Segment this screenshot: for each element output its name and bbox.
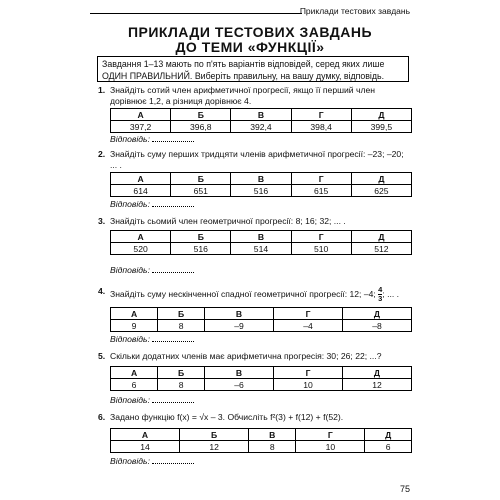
options-table-6: [110, 428, 412, 453]
question-6: [98, 412, 410, 423]
option-letter: А: [111, 308, 158, 320]
answer-blank[interactable]: [152, 341, 194, 342]
option-value: –4: [274, 320, 343, 332]
option-letter: В: [231, 109, 291, 121]
option-value: 10: [274, 379, 343, 391]
option-letter: Г: [291, 173, 351, 185]
option-letter: Г: [296, 429, 365, 441]
question-number: 1.: [98, 85, 106, 95]
option-letter: В: [231, 231, 291, 243]
page-title-line1: ПРИКЛАДИ ТЕСТОВИХ ЗАВДАНЬ: [127, 24, 373, 40]
answer-label: Відповідь:: [110, 134, 150, 144]
answer-label: Відповідь:: [110, 456, 150, 466]
option-letter: Б: [171, 173, 231, 185]
question-text: Задано функцію f(x) = √x – 3. Обчисліть f²(3) + f(12) + f(52).: [110, 412, 344, 422]
instruction-box: Завдання 1–13 мають по п'ять варіантів відповідей, серед яких лише ОДИН ПРАВИЛЬНИЙ. Виберіть правильну, на вашу думку, відповідь.: [97, 56, 409, 82]
option-value: –8: [342, 320, 411, 332]
option-letter: Б: [158, 367, 205, 379]
question-4: [98, 286, 410, 303]
question-1: [98, 85, 410, 107]
answer-label: Відповідь:: [110, 199, 150, 209]
question-text: Знайдіть сотий член арифметичної прогресії, якщо її перший член дорівнює 1,2, а різниця дорівнює 4.: [110, 85, 376, 106]
option-letter: Д: [351, 231, 411, 243]
option-value: 397,2: [111, 121, 171, 133]
running-header: [90, 6, 410, 20]
options-table-2: [110, 172, 412, 197]
option-value: –9: [205, 320, 274, 332]
option-letter: А: [111, 231, 171, 243]
option-letter: А: [111, 109, 171, 121]
fraction-numerator: 4: [378, 285, 383, 294]
answer-blank[interactable]: [152, 141, 194, 142]
option-letter: Д: [365, 429, 412, 441]
option-value: 8: [249, 441, 296, 453]
question-number: 3.: [98, 216, 106, 226]
options-table-4: [110, 307, 412, 332]
option-letter: Б: [171, 109, 231, 121]
question-2: [98, 149, 410, 171]
option-letter: А: [111, 429, 180, 441]
option-letter: Б: [158, 308, 205, 320]
option-value: 520: [111, 243, 171, 255]
answer-blank[interactable]: [152, 206, 194, 207]
answer-blank[interactable]: [152, 402, 194, 403]
option-value: 9: [111, 320, 158, 332]
running-title: Приклади тестових завдань: [299, 6, 410, 16]
option-value: 516: [231, 185, 291, 197]
page-title-line2: ДО ТЕМИ «ФУНКЦІЇ»: [175, 39, 325, 55]
option-letter: Г: [291, 109, 351, 121]
question-number: 2.: [98, 149, 106, 159]
question-number: 6.: [98, 412, 106, 422]
options-table-1: [110, 108, 412, 133]
question-text: Знайдіть суму перших тридцяти членів арифметичної прогресії: –23; –20; ... .: [110, 149, 404, 170]
option-value: 392,4: [231, 121, 291, 133]
option-value: 14: [111, 441, 180, 453]
option-value: 510: [291, 243, 351, 255]
option-value: 12: [342, 379, 411, 391]
option-value: 396,8: [171, 121, 231, 133]
question-number: 4.: [98, 286, 106, 296]
option-value: –6: [205, 379, 274, 391]
option-value: 10: [296, 441, 365, 453]
question-number: 5.: [98, 351, 106, 361]
option-letter: Б: [180, 429, 249, 441]
question-text: Скільки додатних членів має арифметична прогресія: 30; 26; 22; ...?: [110, 351, 382, 361]
answer-line-1: [110, 134, 194, 144]
question-text-after: ; ... .: [382, 288, 400, 299]
answer-label: Відповідь:: [110, 395, 150, 405]
option-letter: Д: [351, 109, 411, 121]
option-letter: В: [231, 173, 291, 185]
option-value: 6: [111, 379, 158, 391]
option-letter: А: [111, 367, 158, 379]
answer-label: Відповідь:: [110, 265, 150, 275]
options-table-3: [110, 230, 412, 255]
answer-line-6: [110, 456, 194, 466]
answer-line-4: [110, 334, 194, 344]
option-value: 512: [351, 243, 411, 255]
option-letter: Г: [291, 231, 351, 243]
question-5: [98, 351, 410, 362]
option-value: 8: [158, 379, 205, 391]
answer-line-3: [110, 265, 194, 275]
option-value: 8: [158, 320, 205, 332]
option-letter: В: [205, 367, 274, 379]
option-value: 516: [171, 243, 231, 255]
answer-blank[interactable]: [152, 272, 194, 273]
header-rule: [90, 13, 302, 14]
answer-line-5: [110, 395, 194, 405]
option-value: 614: [111, 185, 171, 197]
option-value: 12: [180, 441, 249, 453]
option-letter: В: [249, 429, 296, 441]
option-letter: Д: [342, 308, 411, 320]
option-letter: А: [111, 173, 171, 185]
option-value: 625: [351, 185, 411, 197]
option-letter: Д: [351, 173, 411, 185]
option-value: 398,4: [291, 121, 351, 133]
option-value: 6: [365, 441, 412, 453]
question-3: [98, 216, 410, 227]
options-table-5: [110, 366, 412, 391]
option-letter: Г: [274, 367, 343, 379]
question-text: Знайдіть суму нескінченної спадної геометричної прогресії: 12; –4;: [110, 288, 376, 299]
option-value: 399,5: [351, 121, 411, 133]
page-number: 75: [399, 484, 410, 494]
option-letter: В: [205, 308, 274, 320]
fraction-denominator: 3: [378, 294, 383, 303]
answer-label: Відповідь:: [110, 334, 150, 344]
option-value: 615: [291, 185, 351, 197]
option-value: 514: [231, 243, 291, 255]
answer-blank[interactable]: [152, 463, 194, 464]
option-letter: Б: [171, 231, 231, 243]
question-text: Знайдіть сьомий член геометричної прогресії: 8; 16; 32; ... .: [110, 216, 346, 226]
option-letter: Д: [342, 367, 411, 379]
option-letter: Г: [274, 308, 343, 320]
answer-line-2: [110, 199, 194, 209]
option-value: 651: [171, 185, 231, 197]
